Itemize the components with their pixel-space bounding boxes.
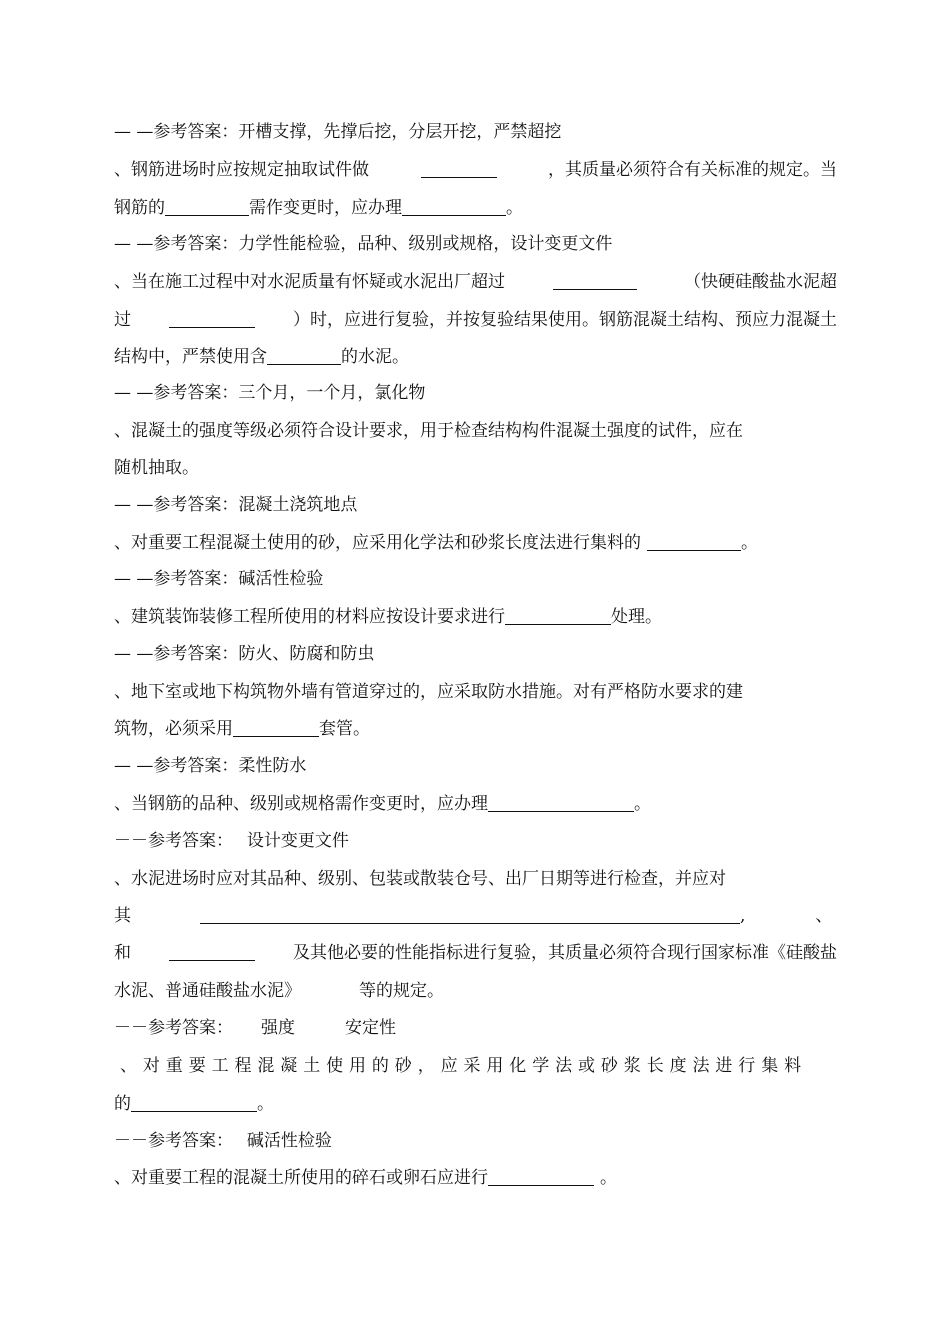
question-line xyxy=(114,308,837,332)
answer-line xyxy=(114,381,425,405)
fill-blank[interactable] xyxy=(200,904,740,924)
question-text: 、钢筋进场时应按规定抽取试件做 xyxy=(114,160,369,180)
answer-text: — —参考答案：防火、防腐和防虫 xyxy=(114,644,375,664)
fill-blank[interactable] xyxy=(553,270,637,290)
question-text: ，其质量必须符合有关标准的规定。当 xyxy=(548,160,837,180)
fill-blank[interactable] xyxy=(647,531,741,551)
fill-blank[interactable] xyxy=(421,158,497,178)
question-text: 。 xyxy=(506,198,523,218)
answer-line xyxy=(114,493,357,517)
answer-text: 强度 xyxy=(261,1018,295,1038)
question-line xyxy=(114,456,199,480)
question-line xyxy=(114,867,726,891)
answer-line xyxy=(114,642,374,666)
question-text: 、对重要工程的混凝土所使用的碎石或卵石应进行 xyxy=(114,1168,488,1188)
question-line xyxy=(114,979,444,1003)
question-text: 。 xyxy=(257,1094,274,1114)
question-line xyxy=(114,1166,617,1190)
question-text: 。 xyxy=(634,794,651,814)
question-text: 等的规定。 xyxy=(359,981,444,1001)
question-text: 。 xyxy=(741,533,758,553)
question-text: 和 xyxy=(114,943,131,963)
question-text: 、对重要工程混凝土使用的砂，应采用化学法和砂浆长度法进行集料的 xyxy=(114,533,641,553)
question-line xyxy=(114,941,837,965)
answer-line xyxy=(114,829,349,853)
fill-blank[interactable] xyxy=(131,1092,257,1112)
fill-blank[interactable] xyxy=(505,605,611,625)
question-text: 、对重要工程混凝土使用的砂，应采用化学法或砂浆长度法进行集料 xyxy=(120,1056,807,1076)
fill-blank[interactable] xyxy=(169,941,255,961)
question-line xyxy=(114,1092,274,1116)
fill-blank[interactable] xyxy=(169,308,255,328)
answer-text: — —参考答案：三个月，一个月，氯化物 xyxy=(114,383,426,403)
question-text: 、建筑装饰装修工程所使用的材料应按设计要求进行 xyxy=(114,607,505,627)
question-line xyxy=(114,717,370,741)
question-text: 钢筋的 xyxy=(114,198,165,218)
question-text: 随机抽取。 xyxy=(114,458,199,478)
fill-blank[interactable] xyxy=(488,1166,594,1186)
question-text: , xyxy=(740,906,746,926)
question-line xyxy=(114,158,837,182)
fill-blank[interactable] xyxy=(165,196,249,216)
fill-blank[interactable] xyxy=(267,345,341,365)
answer-text: －－参考答案： 碱活性检验 xyxy=(114,1131,332,1151)
answer-text: 安定性 xyxy=(345,1018,396,1038)
question-line xyxy=(114,196,523,220)
question-text: 过 xyxy=(114,310,131,330)
question-line xyxy=(114,904,832,928)
fill-blank[interactable] xyxy=(233,717,319,737)
answer-line xyxy=(114,232,612,256)
question-text: 、 xyxy=(815,906,833,926)
question-line xyxy=(114,345,409,369)
answer-text: — —参考答案：开槽支撑，先撑后挖，分层开挖，严禁超挖 xyxy=(114,122,562,142)
question-text: ）时，应进行复验，并按复验结果使用。钢筋混凝土结构、预应力混凝土 xyxy=(293,310,837,330)
question-text: 其 xyxy=(114,906,131,926)
question-text: 筑物，必须采用 xyxy=(114,719,233,739)
answer-text: －－参考答案： 设计变更文件 xyxy=(114,831,349,851)
question-text: 、水泥进场时应对其品种、级别、包装或散装仓号、出厂日期等进行检查，并应对 xyxy=(114,869,726,889)
question-line xyxy=(114,419,743,443)
question-line xyxy=(114,605,662,629)
question-text: （快硬硅酸盐水泥超 xyxy=(684,272,837,292)
question-text: 结构中，严禁使用含 xyxy=(114,347,267,367)
answer-line xyxy=(114,1016,396,1040)
answer-line xyxy=(114,120,561,144)
question-line xyxy=(114,792,651,816)
answer-line xyxy=(114,754,306,778)
question-text: 需作变更时，应办理 xyxy=(249,198,402,218)
question-text: 、当在施工过程中对水泥质量有怀疑或水泥出厂超过 xyxy=(114,272,505,292)
question-line xyxy=(114,270,837,294)
answer-line xyxy=(114,1129,332,1153)
question-text: 处理。 xyxy=(611,607,662,627)
question-text: 水泥、普通硅酸盐水泥》 xyxy=(114,981,301,1001)
question-text: 、混凝土的强度等级必须符合设计要求，用于检查结构构件混凝土强度的试件，应在 xyxy=(114,421,743,441)
question-text: 及其他必要的性能指标进行复验，其质量必须符合现行国家标准《硅酸盐 xyxy=(293,943,837,963)
question-text: 的水泥。 xyxy=(341,347,409,367)
question-text: 套管。 xyxy=(319,719,370,739)
question-line xyxy=(120,1054,807,1078)
fill-blank[interactable] xyxy=(402,196,506,216)
fill-blank[interactable] xyxy=(488,792,634,812)
answer-line xyxy=(114,567,323,591)
question-text: 、当钢筋的品种、级别或规格需作变更时，应办理 xyxy=(114,794,488,814)
question-text: 、地下室或地下构筑物外墙有管道穿过的，应采取防水措施。对有严格防水要求的建 xyxy=(114,682,743,702)
question-text: 。 xyxy=(600,1168,617,1188)
answer-text: — —参考答案：混凝土浇筑地点 xyxy=(114,495,358,515)
question-line xyxy=(114,531,758,555)
answer-text: — —参考答案：力学性能检验，品种、级别或规格，设计变更文件 xyxy=(114,234,613,254)
answer-text: －－参考答案： xyxy=(114,1018,233,1038)
question-line xyxy=(114,680,743,704)
answer-text: — —参考答案：碱活性检验 xyxy=(114,569,324,589)
answer-text: — —参考答案：柔性防水 xyxy=(114,756,307,776)
question-text: 的 xyxy=(114,1094,131,1114)
